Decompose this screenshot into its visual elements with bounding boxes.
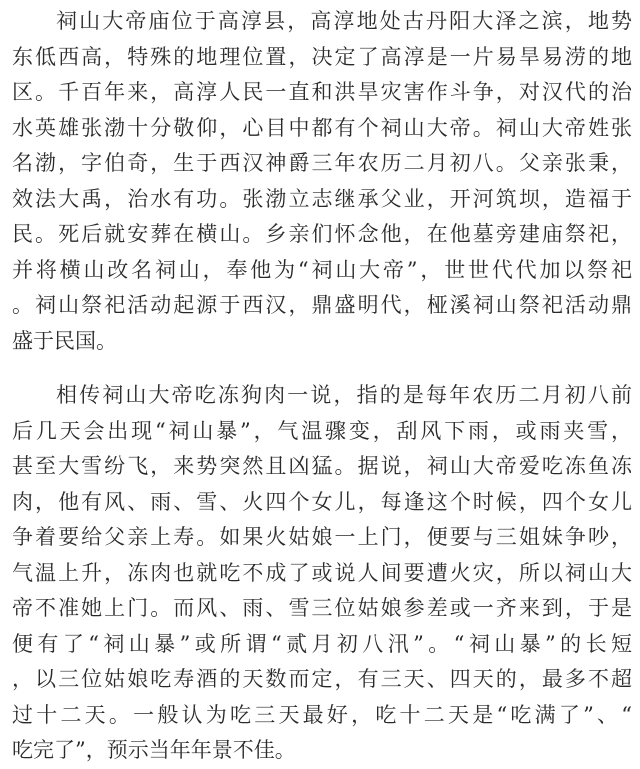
text-line: 后几天会出现“祠山暴”，气温骤变，刮风下雨，或雨夹雪， [12,418,632,443]
text-line: 。祠山祭祀活动起源于西汉，鼎盛明代，桠溪祠山祭祀活动鼎 [12,293,632,317]
text-line: 甚至大雪纷飞，来势突然且凶猛。据说，祠山大帝爱吃冻鱼冻 [12,454,632,478]
text-line: 气温上升，冻肉也就吃不成了或说人间要遭火灾，所以祠山大 [12,560,632,585]
article-body [12,4,632,769]
paragraph-1 [12,4,632,359]
text-line: 水英雄张渤十分敬仰，心目中都有个祠山大帝。祠山大帝姓张 [12,115,632,140]
text-line: 盛于民国。 [12,328,117,353]
text-line: 相传祠山大帝吃冻狗肉一说，指的是每年农历二月初八前 [56,383,632,407]
text-line: 争着要给父亲上寿。如果火姑娘一上门，便要与三姐妹争吵， [12,525,632,549]
text-line: 吃完了”，预示当年年景不佳。 [12,738,296,762]
text-line: 东低西高，特殊的地理位置，决定了高淳是一片易旱易涝的地 [12,44,632,69]
text-line: 过十二天。一般认为吃三天最好，吃十二天是“吃满了”、“ [12,702,632,727]
paragraph-2 [12,378,632,769]
text-line: 效法大禹，治水有功。张渤立志继承父业，开河筑坝，造福于 [12,186,632,211]
text-line: 民。死后就安葬在横山。乡亲们怀念他，在他墓旁建庙祭祀， [12,222,632,246]
text-line: 帝不准她上门。而风、雨、雪三位姑娘参差或一齐来到，于是 [12,596,632,620]
text-line: 名渤，字伯奇，生于西汉神爵三年农历二月初八。父亲张秉， [12,151,632,175]
text-line: 祠山大帝庙位于高淳县，高淳地处古丹阳大泽之滨，地势 [56,9,632,33]
text-line: ，以三位姑娘吃寿酒的天数而定，有三天、四天的，最多不超 [12,667,632,691]
text-line: 并将横山改名祠山，奉他为“祠山大帝”，世世代代加以祭祀 [12,257,632,282]
text-line: 便有了“祠山暴”或所谓“贰月初八汛”。“祠山暴”的长短 [12,631,632,656]
text-line: 肉，他有风、雨、雪、火四个女儿，每逢这个时候，四个女儿 [12,489,632,514]
text-line: 区。千百年来，高淳人民一直和洪旱灾害作斗争，对汉代的治 [12,80,632,104]
